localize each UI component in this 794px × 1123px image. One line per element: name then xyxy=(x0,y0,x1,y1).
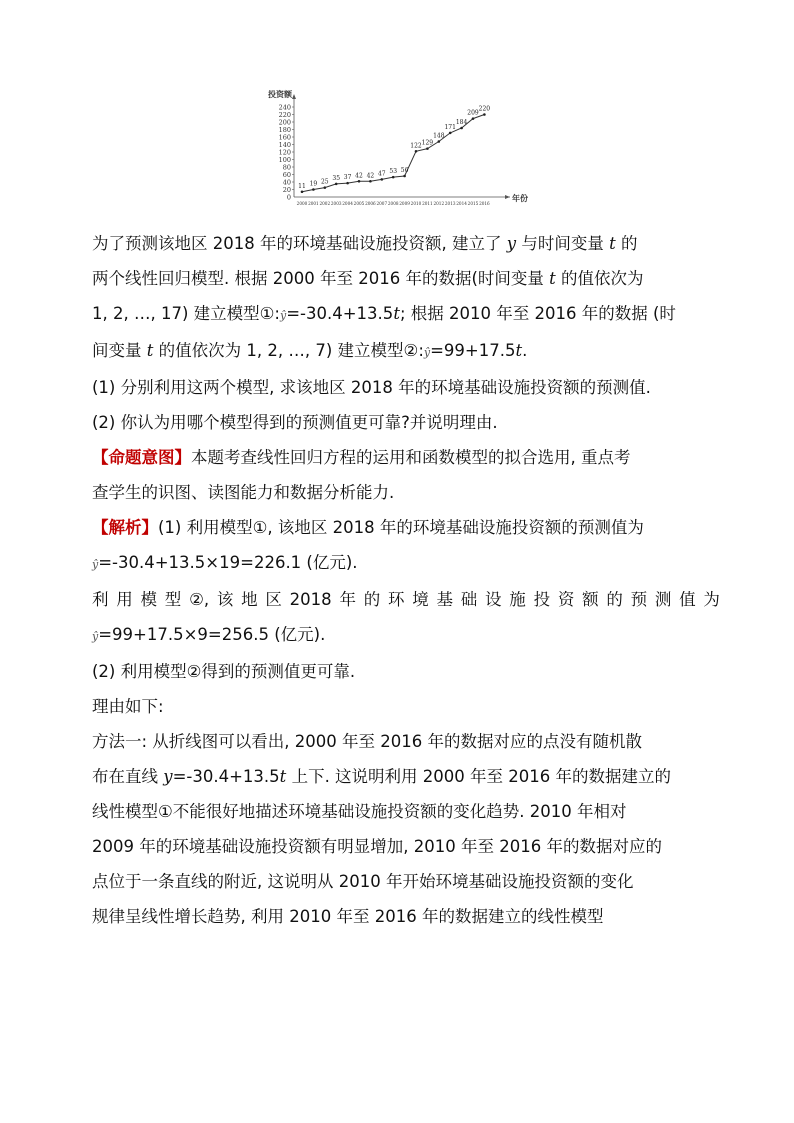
y-tick-label: 200 xyxy=(278,118,291,127)
text-line-2: 两个线性回归模型. 根据 2000 年至 2016 年的数据(时间变量 t 的值依次为 xyxy=(92,269,644,288)
y-tick-label: 220 xyxy=(278,111,291,119)
data-label: 209 xyxy=(467,109,479,117)
data-point xyxy=(483,113,486,116)
question-2: (2) 你认为用哪个模型得到的预测值更可靠?并说明理由. xyxy=(92,413,498,432)
justified-word: 预 xyxy=(630,590,648,609)
justified-word: 环 xyxy=(387,590,405,609)
analysis-line-6: 理由如下: xyxy=(92,697,164,716)
justified-word: 年 xyxy=(339,590,356,609)
x-axis-label: 年份 xyxy=(512,193,528,203)
data-label: 11 xyxy=(298,182,306,190)
justified-word: 为 xyxy=(703,590,720,609)
y-tick-label: 80 xyxy=(282,163,291,172)
y-tick-label: 60 xyxy=(282,171,291,179)
data-label: 129 xyxy=(421,139,434,147)
justified-word: 测 xyxy=(654,590,672,609)
x-tick-label: 2011 xyxy=(422,201,433,206)
x-tick-label: 2016 xyxy=(479,201,490,206)
data-label: 42 xyxy=(366,172,375,180)
y-tick-label: 240 xyxy=(278,103,291,112)
analysis-line-5: (2) 利用模型②得到的预测值更可靠. xyxy=(92,662,356,681)
question-1: (1) 分别利用这两个模型, 求该地区 2018 年的环境基础设施投资额的预测值. xyxy=(92,378,651,397)
x-tick-label: 2002 xyxy=(319,201,331,206)
data-label: 148 xyxy=(433,132,445,140)
justified-word: 境 xyxy=(412,590,429,609)
justified-word: 值 xyxy=(679,590,696,609)
data-point xyxy=(460,127,463,130)
text-line-1: 为了预测该地区 2018 年的环境基础设施投资额, 建立了 y 与时间变量 t 的 xyxy=(92,234,638,253)
justified-word: 用 xyxy=(116,590,133,609)
data-label: 53 xyxy=(389,168,398,176)
data-label: 35 xyxy=(332,174,341,182)
x-tick-label: 2015 xyxy=(467,201,479,206)
method-line-5: 点位于一条直线的附近, 这说明从 2010 年开始环境基础设施投资额的变化 xyxy=(92,872,634,891)
text-line-4: 间变量 t 的值依次为 1, 2, …, 7) 建立模型②:ŷ=99+17.5t. xyxy=(92,341,528,360)
method-line-1: 方法一: 从折线图可以看出, 2000 年至 2016 年的数据对应的点没有随机散 xyxy=(92,732,643,751)
data-point xyxy=(312,188,315,191)
data-point xyxy=(346,182,349,185)
x-tick-label: 2010 xyxy=(410,201,422,206)
investment-line-chart xyxy=(258,85,530,215)
justified-word: 该 xyxy=(216,590,234,609)
method-line-3: 线性模型①不能很好地描述环境基础设施投资额的变化趋势. 2010 年相对 xyxy=(92,802,627,821)
intent-line-2: 查学生的识图、读图能力和数据分析能力. xyxy=(92,483,395,502)
origin-label: 0 xyxy=(286,193,291,202)
y-tick-label: 40 xyxy=(282,178,291,187)
data-label: 184 xyxy=(455,119,468,126)
data-point xyxy=(369,180,372,183)
x-tick-label: 2008 xyxy=(387,201,399,206)
justified-word: 型 xyxy=(164,590,182,609)
x-tick-label: 2000 xyxy=(296,201,308,206)
justified-word: 设 xyxy=(485,590,502,609)
x-tick-label: 2012 xyxy=(433,201,445,206)
data-point xyxy=(381,178,384,181)
data-label: 19 xyxy=(309,180,318,188)
x-tick-label: 2001 xyxy=(308,201,319,206)
justified-word: ②, xyxy=(189,590,210,609)
justified-word: 额 xyxy=(582,590,599,609)
justified-word: 2018 xyxy=(289,590,332,609)
series-line xyxy=(302,115,484,192)
data-label: 220 xyxy=(478,105,491,113)
analysis-line-2: ŷ=-30.4+13.5×19=226.1 (亿元). xyxy=(92,553,358,572)
x-axis-arrow xyxy=(505,195,510,199)
y-tick-label: 180 xyxy=(278,126,291,134)
justified-word: 基 xyxy=(436,590,453,609)
justified-word: 投 xyxy=(533,590,551,609)
analysis-tag: 【解析】 xyxy=(92,518,158,537)
data-point xyxy=(472,117,475,120)
analysis-line-4: ŷ=99+17.5×9=256.5 (亿元). xyxy=(92,625,326,644)
data-label: 37 xyxy=(343,174,352,182)
y-axis-arrow xyxy=(292,94,296,99)
x-tick-label: 2014 xyxy=(456,201,467,206)
data-label: 122 xyxy=(410,142,422,150)
justified-word: 础 xyxy=(460,590,478,609)
data-point xyxy=(449,132,452,135)
y-axis-label: 投资额 xyxy=(268,89,292,99)
data-label: 56 xyxy=(400,167,409,174)
data-point xyxy=(426,147,429,150)
solution-text xyxy=(92,226,720,934)
justified-word: 施 xyxy=(509,590,526,609)
justified-word: 的 xyxy=(363,590,381,609)
y-tick-label: 120 xyxy=(278,148,291,157)
method-line-4: 2009 年的环境基础设施投资额有明显增加, 2010 年至 2016 年的数据对应的 xyxy=(92,837,662,856)
data-point xyxy=(335,183,338,186)
x-tick-label: 2009 xyxy=(399,201,410,206)
y-tick-label: 140 xyxy=(278,141,291,149)
justified-word: 区 xyxy=(265,590,282,609)
x-tick-label: 2007 xyxy=(376,201,388,206)
justified-word: 地 xyxy=(241,590,258,609)
justified-word: 资 xyxy=(557,590,575,609)
y-tick-label: 20 xyxy=(282,186,291,194)
data-label: 42 xyxy=(355,172,363,180)
data-label: 171 xyxy=(444,123,456,131)
justified-word: 利 xyxy=(92,590,109,609)
intent-tag: 【命题意图】 xyxy=(92,448,191,467)
data-label: 25 xyxy=(320,178,329,186)
analysis-line-3 xyxy=(92,582,720,617)
data-label: 47 xyxy=(377,170,386,178)
data-point xyxy=(358,180,361,183)
intent-line-1: 【命题意图】本题考查线性回归方程的运用和函数模型的拟合选用, 重点考 xyxy=(92,448,631,467)
data-point xyxy=(403,175,406,178)
x-tick-label: 2004 xyxy=(342,201,353,206)
data-point xyxy=(324,186,327,189)
y-tick-label: 160 xyxy=(278,133,291,142)
data-point xyxy=(392,176,395,179)
data-point xyxy=(415,150,418,153)
analysis-line-1: 【解析】(1) 利用模型①, 该地区 2018 年的环境基础设施投资额的预测值为 xyxy=(92,518,644,537)
x-tick-label: 2005 xyxy=(353,201,365,206)
justified-word: 模 xyxy=(140,590,158,609)
method-line-6: 规律呈线性增长趋势, 利用 2010 年至 2016 年的数据建立的线性模型 xyxy=(92,907,604,926)
text-line-3: 1, 2, …, 17) 建立模型①:ŷ=-30.4+13.5t; 根据 2010 年至 2016 年的数据 (时 xyxy=(92,304,676,323)
x-tick-label: 2013 xyxy=(444,201,456,206)
x-tick-label: 2006 xyxy=(365,201,376,206)
x-tick-label: 2003 xyxy=(330,201,342,206)
method-line-2: 布在直线 y=-30.4+13.5t 上下. 这说明利用 2000 年至 2016 年的数据建立的 xyxy=(92,767,672,786)
justified-word: 的 xyxy=(606,590,623,609)
y-tick-label: 100 xyxy=(278,156,291,164)
data-point xyxy=(301,190,304,193)
data-point xyxy=(438,140,441,143)
